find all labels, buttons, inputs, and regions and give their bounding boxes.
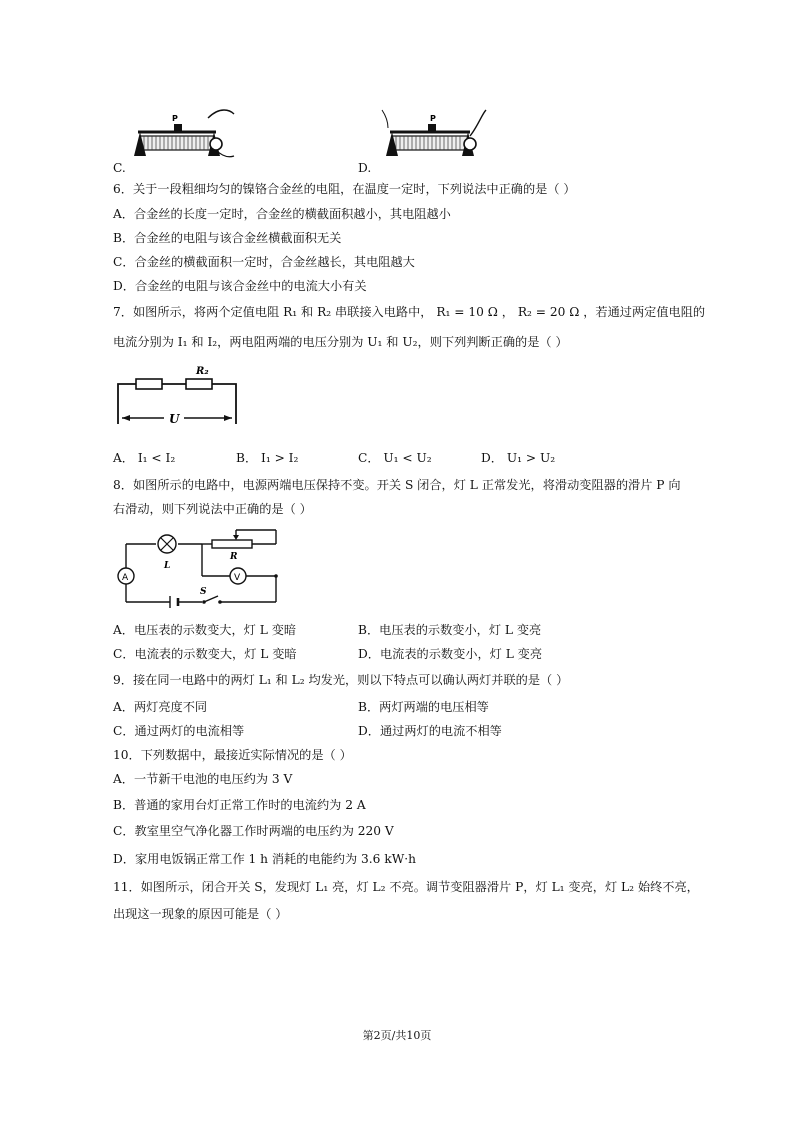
- lamp-l-label: L: [164, 561, 171, 571]
- q9-option-b: B．两灯两端的电压相等: [358, 700, 489, 714]
- q9-option-c: C．通过两灯的电流相等: [113, 724, 245, 738]
- q7-option-a: A． I₁ < I₂: [113, 451, 176, 465]
- q9-option-a: A．两灯亮度不同: [113, 700, 208, 714]
- voltmeter-v-label: V: [234, 573, 241, 583]
- q11-stem-line2: 出现这一现象的原因可能是（ ）: [113, 907, 288, 921]
- q7-option-c: C． U₁ < U₂: [358, 451, 432, 465]
- q8-stem-line1: 8．如图所示的电路中，电源两端电压保持不变。开关 S 闭合，灯 L 正常发光，将滑动变阻器的滑片 P 向: [113, 478, 681, 492]
- q9-stem: 9．接在同一电路中的两灯 L₁ 和 L₂ 均发光，则以下特点可以确认两灯并联的是（ ）: [113, 673, 569, 687]
- q8-option-c: C．电流表的示数变大，灯 L 变暗: [113, 647, 297, 661]
- q10-option-a: A．一节新干电池的电压约为 3 V: [113, 772, 293, 786]
- q8-option-b: B．电压表的示数变小，灯 L 变亮: [358, 623, 542, 637]
- q7-option-d: D． U₁ > U₂: [481, 451, 556, 465]
- q9-option-d: D．通过两灯的电流不相等: [358, 724, 502, 738]
- rheostat-r-label: R: [230, 552, 238, 562]
- q7-series-circuit-figure: [112, 362, 242, 440]
- q10-stem: 10．下列数据中，最接近实际情况的是（ ）: [113, 748, 352, 762]
- q7-stem-line2: 电流分别为 I₁ 和 I₂，两电阻两端的电压分别为 U₁ 和 U₂，则下列判断正确的是（ ）: [113, 335, 568, 349]
- switch-s-label: S: [200, 587, 207, 597]
- slider-p-mark: P: [430, 114, 436, 123]
- q6-option-a: A．合金丝的长度一定时，合金丝的横截面积越小，其电阻越小: [113, 207, 451, 221]
- q8-circuit-figure: [112, 526, 282, 608]
- rheostat-figure-d: [378, 106, 490, 166]
- rheostat-figure-c: [130, 106, 240, 166]
- page-footer: 第2页/共10页: [362, 1029, 432, 1042]
- r2-label: R₂: [196, 366, 209, 377]
- ammeter-a-label: A: [122, 573, 129, 583]
- option-c-label: C.: [113, 161, 126, 175]
- q10-option-b: B．普通的家用台灯正常工作时的电流约为 2 A: [113, 798, 366, 812]
- slider-p-mark: P: [172, 114, 178, 123]
- q8-stem-line2: 右滑动，则下列说法中正确的是（ ）: [113, 502, 312, 516]
- q10-option-d: D．家用电饭锅正常工作 1 h 消耗的电能约为 3.6 kW·h: [113, 852, 416, 866]
- q7-stem-line1: 7．如图所示，将两个定值电阻 R₁ 和 R₂ 串联接入电路中， R₁ = 10 Ω ， R₂ = 20 Ω ，若通过两定值电阻的: [113, 305, 706, 319]
- voltage-u-label: U: [169, 412, 180, 426]
- q6-stem: 6．关于一段粗细均匀的镍铬合金丝的电阻，在温度一定时，下列说法中正确的是（ ）: [113, 182, 576, 196]
- option-d-label: D.: [358, 161, 372, 175]
- q8-option-d: D．电流表的示数变小，灯 L 变亮: [358, 647, 543, 661]
- q7-option-b: B． I₁ > I₂: [236, 451, 299, 465]
- q6-option-c: C．合金丝的横截面积一定时，合金丝越长，其电阻越大: [113, 255, 415, 269]
- q6-option-d: D．合金丝的电阻与该合金丝中的电流大小有关: [113, 279, 367, 293]
- q11-stem-line1: 11．如图所示，闭合开关 S，发现灯 L₁ 亮，灯 L₂ 不亮。调节变阻器滑片 P，灯 L₁ 变亮，灯 L₂ 始终不亮，: [113, 880, 699, 894]
- q8-option-a: A．电压表的示数变大，灯 L 变暗: [113, 623, 297, 637]
- q6-option-b: B．合金丝的电阻与该合金丝横截面积无关: [113, 231, 342, 245]
- q10-option-c: C．教室里空气净化器工作时两端的电压约为 220 V: [113, 824, 394, 838]
